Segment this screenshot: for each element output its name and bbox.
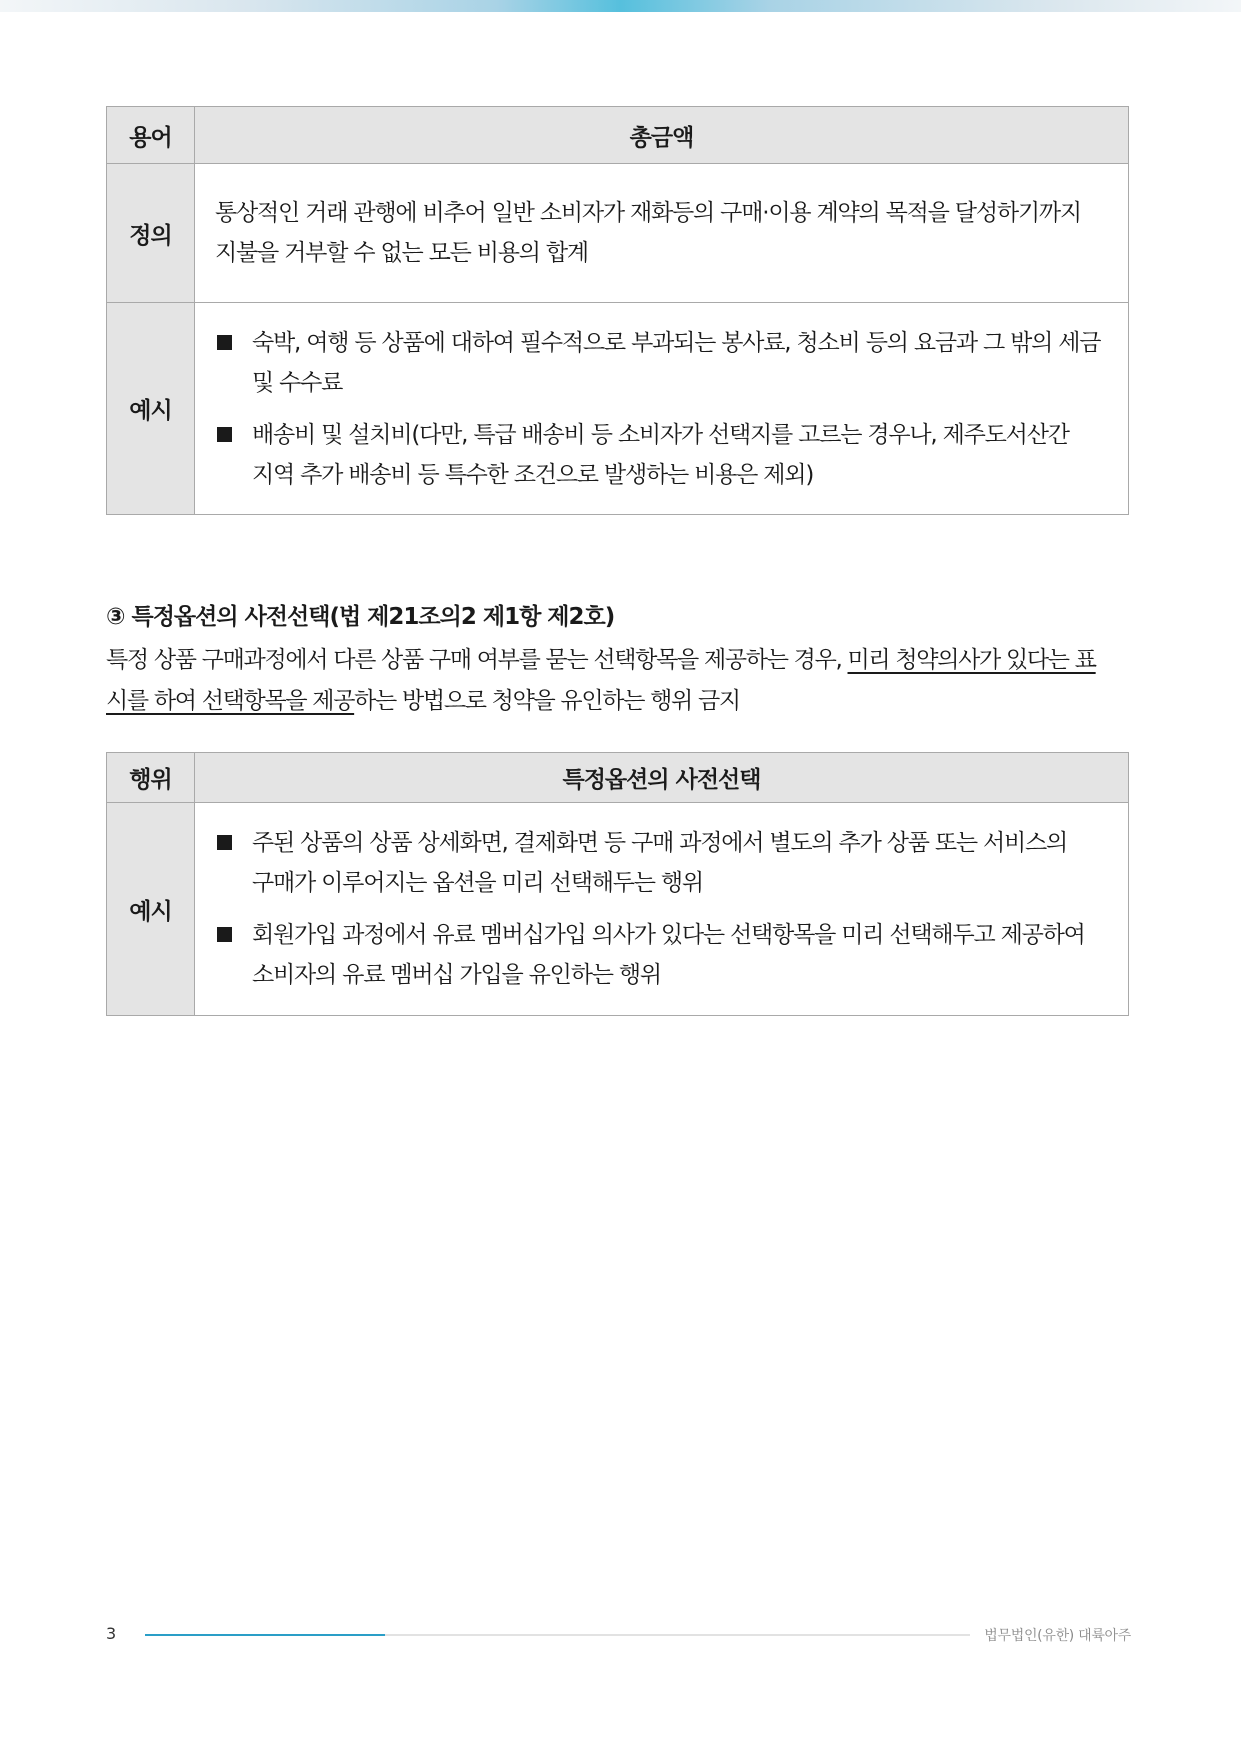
definition-text-cell bbox=[195, 164, 1129, 303]
underlined-phrase: 미리 청약의사가 있다는 표 bbox=[847, 647, 1096, 673]
square-bullet-icon bbox=[217, 927, 232, 942]
term-label-cell: 용어 bbox=[107, 107, 195, 164]
square-bullet-icon bbox=[217, 335, 232, 350]
example-list bbox=[215, 823, 1110, 995]
footer-divider bbox=[145, 1634, 970, 1636]
description-text: 특정 상품 구매과정에서 다른 상품 구매 여부를 묻는 선택항목을 제공하는 경우, bbox=[106, 647, 848, 673]
table-header-row bbox=[107, 107, 1129, 164]
list-item-line: 주된 상품의 상품 상세화면, 결제화면 등 구매 과정에서 별도의 추가 상품 또는 서비스의 bbox=[252, 830, 1068, 856]
list-item-line: 회원가입 과정에서 유료 멤버십가입 의사가 있다는 선택항목을 미리 선택해두고 제공하여 bbox=[252, 922, 1085, 948]
action-value-cell: 특정옵션의 사전선택 bbox=[195, 753, 1129, 803]
example-row bbox=[107, 303, 1129, 515]
description-text: 하는 방법으로 청약을 유인하는 행위 금지 bbox=[354, 688, 740, 714]
definition-label-cell: 정의 bbox=[107, 164, 195, 303]
action-example-table bbox=[106, 752, 1129, 1016]
top-decorative-band bbox=[0, 0, 1241, 12]
example-row bbox=[107, 803, 1129, 1016]
example-label-cell: 예시 bbox=[107, 803, 195, 1016]
definition-line: 지불을 거부할 수 없는 모든 비용의 합계 bbox=[215, 240, 588, 266]
list-item bbox=[215, 415, 1110, 495]
list-item-line: 숙박, 여행 등 상품에 대하여 필수적으로 부과되는 봉사료, 청소비 등의 요금과 그 밖의 세금 bbox=[252, 329, 1101, 356]
term-definition-table bbox=[106, 106, 1129, 515]
definition-line: 통상적인 거래 관행에 비추어 일반 소비자가 재화등의 구매·이용 계약의 목적을 달성하기까지 bbox=[215, 200, 1081, 226]
example-list bbox=[215, 323, 1110, 495]
action-label-cell: 행위 bbox=[107, 753, 195, 803]
example-label-cell: 예시 bbox=[107, 303, 195, 515]
section-title: ③ 특정옵션의 사전선택(법 제21조의2 제1항 제2호) bbox=[106, 604, 615, 630]
example-list-cell bbox=[195, 303, 1129, 515]
list-item-line: 소비자의 유료 멤버십 가입을 유인하는 행위 bbox=[252, 962, 661, 988]
list-item-line: 구매가 이루어지는 옵션을 미리 선택해두는 행위 bbox=[252, 870, 703, 896]
list-item bbox=[215, 323, 1110, 403]
list-item bbox=[215, 823, 1110, 903]
example-list-cell bbox=[195, 803, 1129, 1016]
square-bullet-icon bbox=[217, 427, 232, 442]
list-item bbox=[215, 915, 1110, 995]
square-bullet-icon bbox=[217, 835, 232, 850]
list-item-line: 지역 추가 배송비 등 특수한 조건으로 발생하는 비용은 제외) bbox=[252, 461, 814, 488]
list-item-line: 배송비 및 설치비(다만, 특급 배송비 등 소비자가 선택지를 고르는 경우나, 제주도서산간 bbox=[252, 421, 1069, 448]
underlined-phrase: 시를 하여 선택항목을 제공 bbox=[106, 688, 355, 714]
section-description bbox=[106, 640, 1131, 722]
definition-row bbox=[107, 164, 1129, 303]
list-item-line: 및 수수료 bbox=[252, 369, 343, 396]
term-value-cell: 총금액 bbox=[195, 107, 1129, 164]
footer-accent-bar bbox=[145, 1634, 385, 1636]
table-header-row bbox=[107, 753, 1129, 803]
firm-name: 법무법인(유한) 대륙아주 bbox=[984, 1628, 1131, 1644]
page-number: 3 bbox=[106, 1624, 117, 1643]
